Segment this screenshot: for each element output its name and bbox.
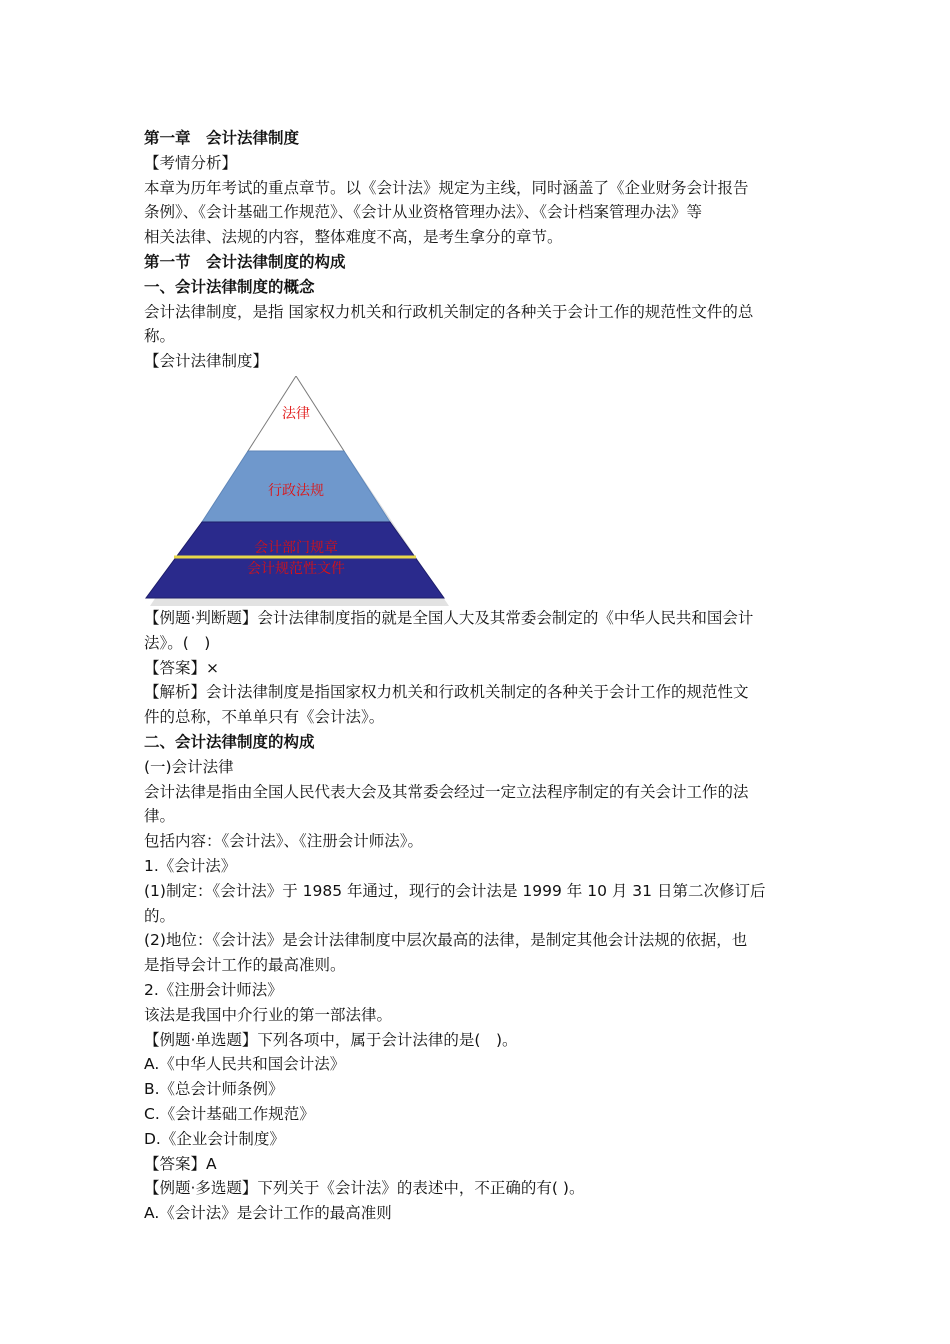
- section-title: 第一节 会计法律制度的构成: [144, 252, 346, 271]
- part2-definition-line: 会计法律是指由全国人民代表大会及其常委会经过一定立法程序制定的有关会计工作的法: [144, 782, 749, 801]
- example2-option: C.《会计基础工作规范》: [144, 1104, 315, 1123]
- item2-title: 2.《注册会计师法》: [144, 980, 283, 999]
- item2-line: 该法是我国中介行业的第一部法律。: [144, 1005, 393, 1024]
- example3-question: 【例题·多选题】下列关于《会计法》的表述中，不正确的有( )。: [144, 1179, 585, 1198]
- example2-option: D.《企业会计制度》: [144, 1129, 285, 1148]
- item1-line: (1)制定：《会计法》于 1985 年通过，现行的会计法是 1999 年 10 月 31 日第二次修订后: [144, 881, 766, 900]
- pyramid-label-normative-document: 会计规范性文件: [247, 560, 345, 577]
- exam-analysis-heading: 【考情分析】: [144, 153, 238, 172]
- example3-option: A.《会计法》是会计工作的最高准则: [144, 1204, 392, 1223]
- part2-subheading: (一)会计法律: [144, 757, 234, 776]
- part1-paragraph-line: 称。: [144, 327, 176, 346]
- item1-line: 是指导会计工作的最高准则。: [144, 956, 346, 975]
- example2-option: A.《中华人民共和国会计法》: [144, 1055, 346, 1074]
- exam-analysis-line: 本章为历年考试的重点章节。以《会计法》规定为主线，同时涵盖了《企业财务会计报告: [144, 178, 749, 197]
- part2-heading: 二、会计法律制度的构成: [144, 732, 315, 751]
- item1-line: 的。: [144, 906, 176, 925]
- exam-analysis-line: 相关法律、法规的内容，整体难度不高，是考生拿分的章节。: [144, 228, 563, 247]
- part2-definition-line: 律。: [144, 807, 176, 826]
- example1-question-line: 法》。( ): [144, 633, 211, 652]
- part1-heading: 一、会计法律制度的概念: [144, 277, 315, 296]
- pyramid-figure: [144, 376, 814, 606]
- figure-caption: 【会计法律制度】: [144, 352, 269, 371]
- example1-analysis-line: 【解析】会计法律制度是指国家权力机关和行政机关制定的各种关于会计工作的规范性文: [144, 683, 749, 702]
- pyramid-label-department-rule: 会计部门规章: [254, 539, 338, 556]
- example1-question-line: 【例题·判断题】会计法律制度指的就是全国人大及其常委会制定的《中华人民共和国会计: [144, 608, 754, 627]
- example2-answer: 【答案】A: [144, 1154, 217, 1173]
- part2-includes: 包括内容：《会计法》、《注册会计师法》。: [144, 832, 424, 851]
- example2-question: 【例题·单选题】下列各项中，属于会计法律的是( )。: [144, 1030, 518, 1049]
- example1-analysis-line: 件的总称，不单单只有《会计法》。: [144, 708, 385, 727]
- item1-line: (2)地位：《会计法》是会计法律制度中层次最高的法律，是制定其他会计法规的依据，也: [144, 931, 748, 950]
- example2-option: B.《总会计师条例》: [144, 1080, 284, 1099]
- exam-analysis-line: 条例》、《会计基础工作规范》、《会计从业资格管理办法》、《会计档案管理办法》等: [144, 203, 703, 222]
- example1-answer: 【答案】×: [144, 658, 219, 677]
- item1-title: 1.《会计法》: [144, 856, 237, 875]
- part1-paragraph-line: 会计法律制度，是指 国家权力机关和行政机关制定的各种关于会计工作的规范性文件的总: [144, 302, 754, 321]
- chapter-title: 第一章 会计法律制度: [144, 129, 300, 147]
- document-content: [144, 126, 814, 1226]
- pyramid-label-admin-regulation: 行政法规: [268, 482, 324, 499]
- pyramid-label-law: 法律: [282, 405, 310, 422]
